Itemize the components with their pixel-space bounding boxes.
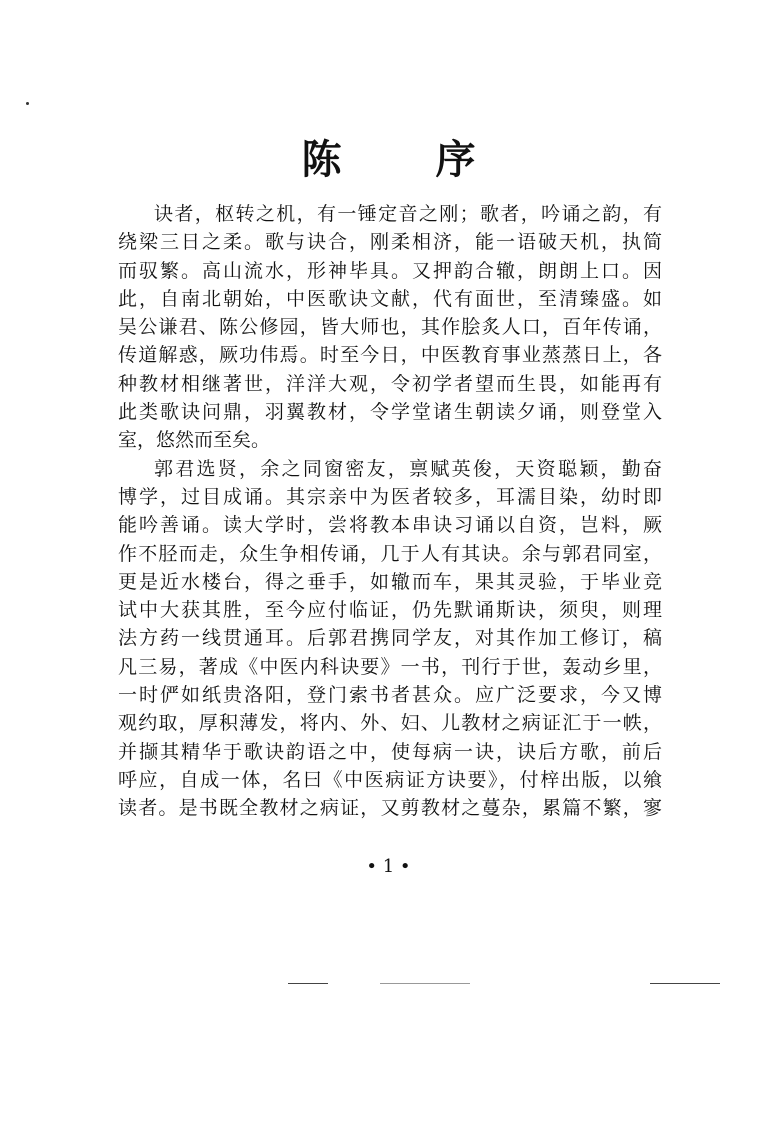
- text-line: 作不胫而走，众生争相传诵，几于人有其诀。余与郭君同室，: [118, 542, 662, 565]
- text-line: 博学，过目成诵。其宗亲中为医者较多，耳濡目染，幼时即: [118, 485, 662, 508]
- text-line: 试中大获其胜，至今应付临证，仍先默诵斯诀，须臾，则理: [118, 599, 662, 622]
- text-line: 室，悠然而至矣。: [118, 429, 271, 452]
- scan-speck: [26, 102, 29, 105]
- page-title: 陈 序: [301, 136, 516, 183]
- text-line: 观约取，厚积薄发，将内、外、妇、儿教材之病证汇于一帙，: [118, 712, 662, 735]
- text-line: 郭君选贤，余之同窗密友，禀赋英俊，天资聪颖，勤奋: [154, 457, 662, 480]
- text-line: 吴公谦君、陈公修园，皆大师也，其作脍炙人口，百年传诵，: [118, 316, 662, 339]
- text-line: 能吟善诵。读大学时，尝将教本串诀习诵以自资，岂料，厥: [118, 514, 662, 537]
- page-number: • 1 •: [366, 856, 411, 877]
- text-line: 并撷其精华于歌诀韵语之中，使每病一诀，诀后方歌，前后: [118, 740, 662, 763]
- preface-body: [118, 200, 662, 823]
- text-line: 一时俨如纸贵洛阳，登门索书者甚众。应广泛要求，今又博: [118, 684, 662, 707]
- text-line: 而驭繁。高山流水，形神毕具。又押韵合辙，朗朗上口。因: [118, 259, 662, 282]
- text-line: 种教材相继著世，洋洋大观，令初学者望而生畏，如能再有: [118, 372, 662, 395]
- text-line: 此，自南北朝始，中医歌诀文献，代有面世，至清臻盛。如: [118, 287, 662, 310]
- scan-artifact-line: [288, 983, 328, 984]
- text-line: 呼应，自成一体，名曰《中医病证方诀要》，付梓出版，以飨: [118, 768, 662, 791]
- text-line: 读者。是书既全教材之病证，又剪教材之蔓杂，累篇不繁，寥: [118, 797, 662, 820]
- text-line: 更是近水楼台，得之垂手，如辙而车，果其灵验，于毕业竞: [118, 570, 662, 593]
- scan-artifact-line: [380, 983, 470, 984]
- text-line: 传道解惑，厥功伟焉。时至今日，中医教育事业蒸蒸日上，各: [118, 344, 662, 367]
- text-line: 此类歌诀问鼎，羽翼教材，令学堂诸生朝读夕诵，则登堂入: [118, 401, 662, 424]
- text-line: 凡三易，著成《中医内科诀要》一书，刊行于世，轰动乡里，: [118, 655, 662, 678]
- scan-artifact-line: [650, 983, 720, 984]
- text-line: 绕梁三日之柔。歌与诀合，刚柔相济，能一语破天机，执简: [118, 231, 662, 254]
- text-line: 法方药一线贯通耳。后郭君携同学友，对其作加工修订，稿: [118, 627, 662, 650]
- text-line: 诀者，枢转之机，有一锤定音之刚；歌者，吟诵之韵，有: [154, 203, 662, 225]
